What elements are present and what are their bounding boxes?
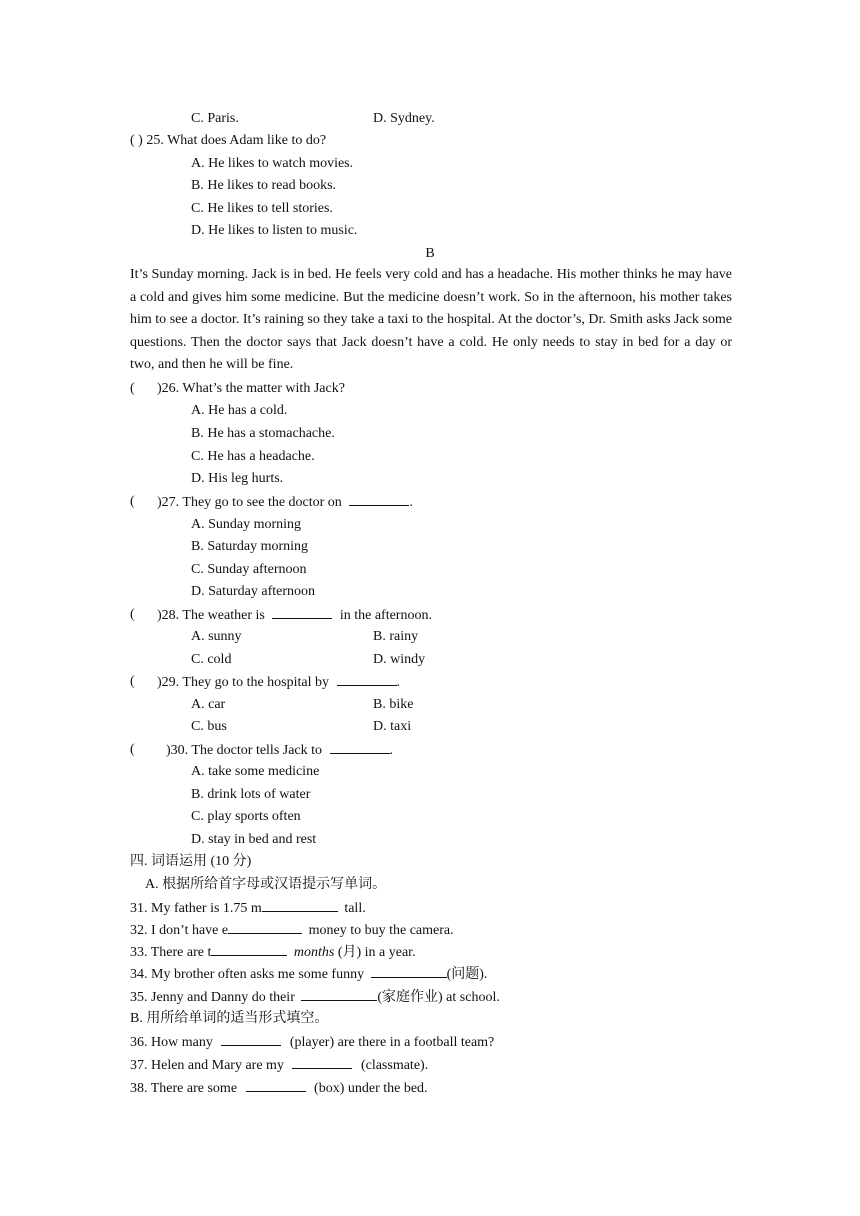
- q37-blank[interactable]: [292, 1054, 352, 1069]
- q24-option-d: D. Sydney.: [373, 111, 435, 126]
- section4-part-b: B. 用所给单词的适当形式填空。: [130, 1011, 329, 1026]
- q29-option-d: D. taxi: [373, 719, 412, 734]
- q30-end: .: [389, 743, 394, 758]
- q24-option-c: C. Paris.: [191, 111, 239, 126]
- q31-blank[interactable]: [262, 897, 338, 912]
- q26-paren: (: [130, 381, 135, 396]
- q30-line: [166, 739, 393, 763]
- q30-option-c: C. play sports often: [191, 809, 301, 824]
- q29-line: [157, 671, 400, 695]
- q38-text: 38. There are some: [130, 1081, 238, 1096]
- q29-option-b: B. bike: [373, 697, 414, 712]
- q25-option-a: A. He likes to watch movies.: [191, 156, 354, 171]
- q31-line: [130, 897, 366, 921]
- q25-option-b: B. He likes to read books.: [191, 178, 337, 193]
- q33-text: 33. There are t: [130, 945, 212, 960]
- passage-b-label: B: [425, 246, 435, 261]
- q32-text: 32. I don’t have e: [130, 923, 229, 938]
- q28-option-d: D. windy: [373, 652, 426, 667]
- q27-line: [157, 491, 413, 515]
- q35-line: [130, 986, 500, 1010]
- q29-stem: )29. They go to the hospital by: [157, 675, 329, 690]
- q27-end: .: [409, 495, 413, 510]
- q37-text: 37. Helen and Mary are my: [130, 1058, 284, 1073]
- q30-stem: )30. The doctor tells Jack to: [166, 743, 323, 758]
- q27-blank[interactable]: [349, 491, 409, 506]
- q26-stem: )26. What’s the matter with Jack?: [157, 381, 345, 396]
- q30-paren: (: [130, 742, 135, 757]
- q33-end: (月) in a year.: [337, 945, 416, 960]
- passage-b-text: It’s Sunday morning. Jack is in bed. He feels very cold and has a headache. His mother thinks he may have a cold and gives him some medicine. But the medicine doesn’t work. So in the afternoon, his mother takes him to see a doctor. It’s raining so they take a taxi to the hospital. At the doctor’s, Dr. Smith asks Jack some questions. Then the doctor says that Jack doesn’t have a cold. He only needs to stay in bed for a day or two, and then he will be fine.: [130, 267, 732, 373]
- q28-blank[interactable]: [272, 604, 332, 619]
- q25-stem: ( ) 25. What does Adam like to do?: [130, 133, 327, 148]
- q34-blank[interactable]: [371, 963, 447, 978]
- q29-option-a: A. car: [191, 697, 226, 712]
- q32-line: [130, 919, 454, 943]
- q29-blank[interactable]: [337, 671, 397, 686]
- q29-paren: (: [130, 674, 135, 689]
- q33-hint-italic: months: [293, 945, 335, 960]
- q27-option-c: C. Sunday afternoon: [191, 562, 307, 577]
- q34-text: 34. My brother often asks me some funny: [130, 967, 365, 982]
- q37-end: (classmate).: [360, 1058, 429, 1073]
- q36-end: (player) are there in a football team?: [289, 1035, 495, 1050]
- q25-option-c: C. He likes to tell stories.: [191, 201, 333, 216]
- q27-stem: )27. They go to see the doctor on: [157, 495, 342, 510]
- q30-option-b: B. drink lots of water: [191, 787, 311, 802]
- q28-option-a: A. sunny: [191, 629, 242, 644]
- q27-option-d: D. Saturday afternoon: [191, 584, 316, 599]
- q27-option-b: B. Saturday morning: [191, 539, 309, 554]
- q34-end: (问题).: [446, 967, 488, 982]
- q26-option-b: B. He has a stomachache.: [191, 426, 335, 441]
- q33-line: [130, 941, 416, 965]
- q27-paren: (: [130, 494, 135, 509]
- q30-blank[interactable]: [330, 739, 390, 754]
- q34-line: [130, 963, 487, 987]
- q28-option-b: B. rainy: [373, 629, 419, 644]
- q30-option-d: D. stay in bed and rest: [191, 832, 317, 847]
- q28-paren: (: [130, 607, 135, 622]
- section4-part-a: A. 根据所给首字母或汉语提示写单词。: [145, 877, 387, 892]
- q25-option-d: D. He likes to listen to music.: [191, 223, 358, 238]
- q36-text: 36. How many: [130, 1035, 213, 1050]
- q29-end: .: [396, 675, 400, 690]
- q32-blank[interactable]: [228, 919, 302, 934]
- q35-text: 35. Jenny and Danny do their: [130, 990, 295, 1005]
- q31-text: 31. My father is 1.75 m: [130, 901, 262, 916]
- q28-line: [157, 604, 432, 628]
- q36-blank[interactable]: [221, 1031, 281, 1046]
- q28-option-c: C. cold: [191, 652, 232, 667]
- q26-option-d: D. His leg hurts.: [191, 471, 284, 486]
- q38-blank[interactable]: [246, 1077, 306, 1092]
- q26-option-c: C. He has a headache.: [191, 449, 315, 464]
- q38-end: (box) under the bed.: [314, 1081, 428, 1096]
- q33-blank[interactable]: [211, 941, 287, 956]
- q28-stem: )28. The weather is: [157, 608, 265, 623]
- q26-option-a: A. He has a cold.: [191, 403, 288, 418]
- q27-option-a: A. Sunday morning: [191, 517, 302, 532]
- q30-option-a: A. take some medicine: [191, 764, 320, 779]
- q37-line: [130, 1054, 428, 1078]
- q35-end: (家庭作业) at school.: [377, 990, 500, 1005]
- q29-option-c: C. bus: [191, 719, 227, 734]
- q36-line: [130, 1031, 494, 1055]
- q35-blank[interactable]: [301, 986, 377, 1001]
- q31-end: tall.: [344, 901, 366, 916]
- q38-line: [130, 1077, 428, 1101]
- q32-end: money to buy the camera.: [308, 923, 454, 938]
- section4-title: 四. 词语运用 (10 分): [130, 854, 252, 869]
- q28-end: in the afternoon.: [339, 608, 432, 623]
